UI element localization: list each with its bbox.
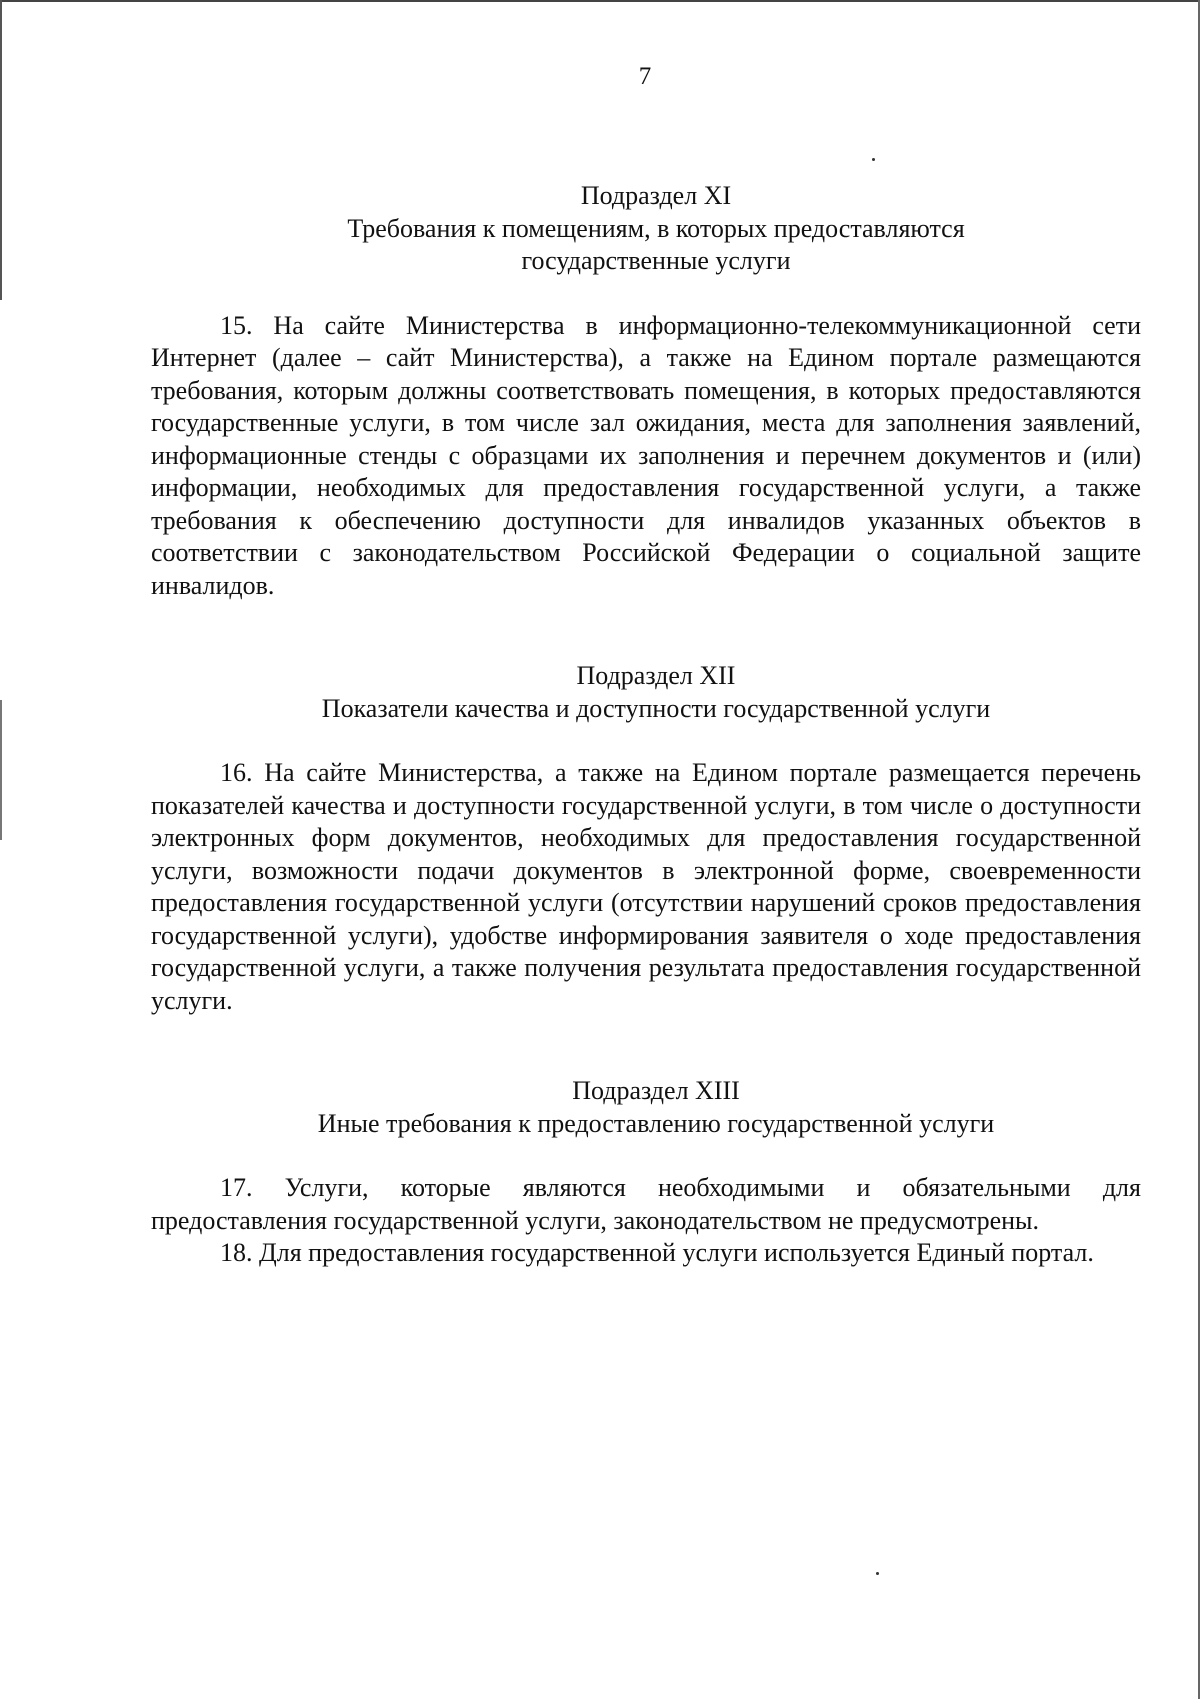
section-heading-xi	[171, 180, 1141, 278]
section-heading-xiii	[171, 1075, 1141, 1140]
section-heading-line: Иные требования к предоставлению государственной услуги	[317, 1108, 995, 1138]
section-heading-line: Требования к помещениям, в которых предоставляются	[347, 213, 965, 243]
section-heading-line: Показатели качества и доступности государственной услуги	[321, 693, 991, 723]
scan-edge-left-lower	[0, 700, 2, 840]
section-heading-line: Подраздел XII	[576, 661, 736, 690]
document-body	[151, 180, 1141, 1270]
page-number: 7	[638, 63, 652, 90]
paragraph-15: 15. На сайте Министерства в информационно-телекоммуникационной сети Интернет (далее – сайт Министерства), а также на Едином портале размещаются требования, которым должны соответствовать помещения, в которых предоставляются государственные услуги, в том числе зал ожидания, места для заполнения заявлений, информационные стенды с образцами их заполнения и перечнем документов и (или) информации, необходимых для предоставления государственной услуги, а также требования к обеспечению доступности для инвалидов указанных объектов в соответствии с законодательством Российской Федерации о социальной защите инвалидов.	[151, 310, 1141, 600]
section-heading-line: государственные услуги	[521, 246, 791, 275]
paragraph-18: 18. Для предоставления государственной услуги используется Единый портал.	[220, 1238, 1094, 1267]
scan-speck	[876, 1572, 879, 1575]
scan-edge-top	[0, 0, 1200, 2]
scan-edge-left	[0, 0, 2, 300]
paragraph-17: 17. Услуги, которые являются необходимыми и обязательными для предоставления государственной услуги, законодательством не предусмотрены.	[151, 1173, 1141, 1235]
section-heading-xii	[171, 660, 1141, 725]
section-heading-line: Подраздел XIII	[572, 1076, 740, 1105]
scan-speck	[872, 158, 875, 161]
section-heading-line: Подраздел XI	[580, 181, 732, 210]
paragraph-16: 16. На сайте Министерства, а также на Едином портале размещается перечень показателей качества и доступности государственной услуги, в том числе о доступности электронных форм документов, необходимых для предоставления государственной услуги, возможности подачи документов в электронной форме, своевременности предоставления государственной услуги (отсутствии нарушений сроков предоставления государственной услуги), удобстве информирования заявителя о ходе предоставления государственной услуги, а также получения результата предоставления государственной услуги.	[151, 758, 1141, 1015]
